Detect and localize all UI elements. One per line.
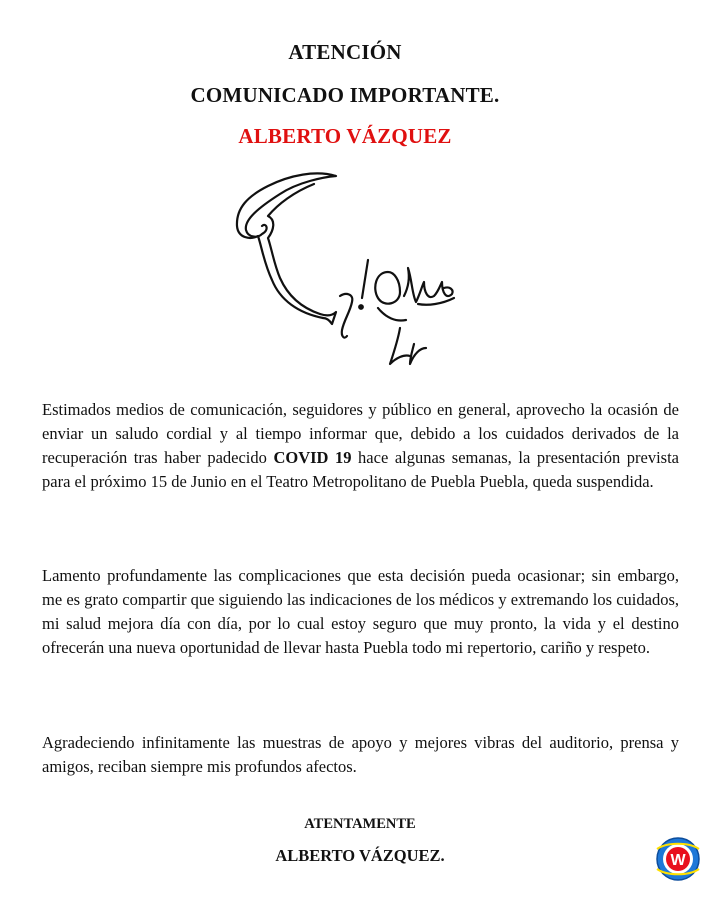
paragraph-apology: Lamento profundamente las complicaciones que esta decisión pueda ocasionar; sin embargo, me es grato compartir que siguiendo las indicaciones de los médicos y extremando los cuidados, mi salud mejora día con día, por lo cual estoy seguro que muy pronto, la vida y el destino ofrecerán una nueva oportunidad de llevar hasta Puebla todo mi repertorio, cariño y respeto. (42, 566, 679, 657)
closing-signature-name: ALBERTO VÁZQUEZ. (275, 846, 445, 865)
paragraph-thanks: Agradeciendo infinitamente las muestras de apoyo y mejores vibras del auditorio, prensa y amigos, reciban siempre mis profundos afectos. (42, 733, 679, 776)
paragraph-announcement (42, 398, 679, 494)
paragraph-announcement-text: Estimados medios de comunicación, seguidores y público en general, aprovecho la ocasión de enviar un saludo cordial y al tiempo informar que, debido a los cuidados derivados de la recuperación tras haber padecido (42, 400, 679, 467)
logo-letter: W (670, 852, 686, 869)
w-badge-logo-icon (653, 836, 703, 882)
heading-artist-name: ALBERTO VÁZQUEZ (238, 124, 452, 148)
signature-icon (228, 168, 468, 378)
paragraph-announcement-text-end: hace algunas semanas, la presentación prevista para el próximo 15 de Junio en el Teatro Metropolitano de Puebla Puebla, queda suspendida. (42, 448, 679, 491)
covid-highlight: COVID 19 (273, 448, 352, 467)
heading-attention: ATENCIÓN (288, 40, 402, 64)
closing-salutation: ATENTAMENTE (304, 816, 416, 832)
heading-important-notice: COMUNICADO IMPORTANTE. (190, 83, 500, 107)
